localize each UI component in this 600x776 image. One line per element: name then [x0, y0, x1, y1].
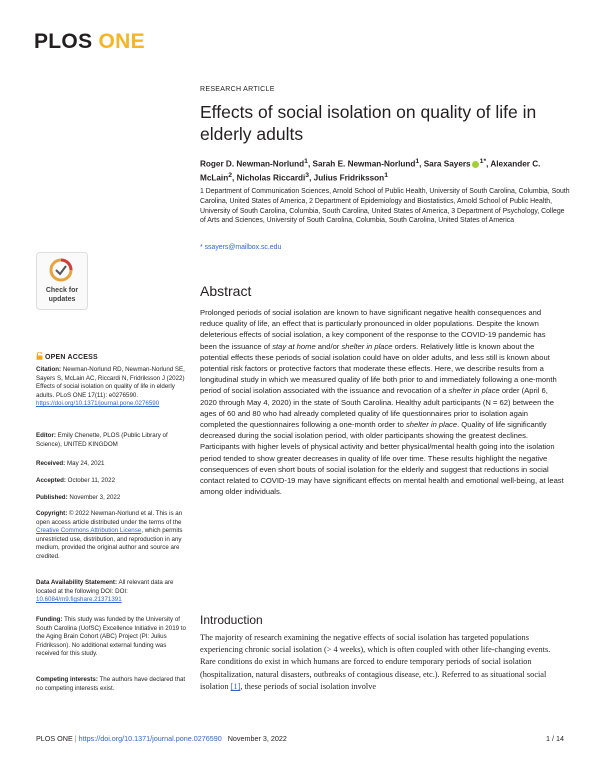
affiliation-3: 3 Department of Psychology, College of Arts and Sciences, University of South Carolina, Columbia, South Carolina, United States of America — [200, 207, 565, 225]
footer-doi-link[interactable]: https://doi.org/10.1371/journal.pone.0276590 — [78, 734, 222, 743]
article-title: Effects of social isolation on quality of life in elderly adults — [200, 102, 537, 144]
corresponding-email[interactable]: * ssayers@mailbox.sc.edu — [200, 244, 282, 251]
orcid-icon[interactable] — [472, 161, 479, 168]
copyright-block: Copyright: © 2022 Newman-Norlund et al. This is an open access article distributed under the terms of the Creative Commons Attribution License, which permits unrestricted use, distribution, and reproduction in any medium, provided the original author and source are credited. — [36, 510, 183, 560]
open-access-label: OPEN ACCESS — [36, 352, 98, 361]
editor-block: Editor: Emily Chenette, PLOS (Public Library of Science), UNITED KINGDOM — [36, 432, 168, 448]
license-link[interactable]: Creative Commons Attribution License — [36, 527, 142, 535]
introduction-text: The majority of research examining the negative effects of social isolation has targeted populations experiencing chronic social isolation (> 4 weeks), which is often coupled with other life-changing events. Rare conditions do exist in which humans are forced to endure temporary periods of social isolation (hospitalization, natural disasters, outbreaks of contagious disease, etc.). Referred to as situational social isolation [1], these periods of social isolation involve — [200, 633, 551, 691]
data-doi-link[interactable]: 10.6084/m9.figshare.21371391 — [36, 596, 122, 604]
check-for-updates-badge[interactable]: Check for updates — [36, 252, 88, 310]
reference-link[interactable]: [1] — [230, 681, 241, 691]
abstract-heading: Abstract — [200, 283, 252, 299]
abstract-text: Prolonged periods of social isolation are known to have significant negative health consequences and reduce quality of life, an effect that is particularly pronounced in older populations. Despite the known deleterious effects of social isolation, a key component of the response to the COVID-19 pandemic has been the issuance of stay at home and/or shelter in place orders. Relatively little is known about the potential effects these periods of social isolation could have on older adults, and less still is known about potential risk factors or protective factors that moderate these effects. Here, we describe results from a longitudinal study in which we measured quality of life both prior to and immediately following a one-month period of social isolation associated with the issuance and revocation of a shelter in place order (April 6, 2020 through May 4, 2020) in the state of South Carolina. Healthy adult participants (N = 62) between the ages of 60 and 80 who had already completed quality of life questionnaires prior to isolation again completed the questionnaires following a one-month order to shelter in place. Quality of life significantly decreased during the social isolation period, with older participants showing the greatest declines. Participants with higher levels of physical activity and better physical/mental health going into the isolation period tended to show greater decreases in quality of life over time. These results highlight the negative consequences of even short bouts of social isolation for the elderly and suggest that reductions in social contact related to COVID-19 may have significant effects on mental health and emotional well-being, at least among older individuals. — [200, 308, 564, 497]
introduction-heading: Introduction — [200, 613, 263, 627]
journal-logo: PLOS ONE — [34, 30, 145, 53]
affiliation-2: 2 Department of Epidemiology and Biostatistics, Arnold School of Public Health, University of South Carolina, Columbia, South Carolina, United States of America, — [200, 197, 553, 215]
affiliations — [200, 187, 570, 226]
check-updates-icon — [49, 258, 73, 282]
citation-doi-link[interactable]: https://doi.org/10.1371/journal.pone.0276590 — [36, 400, 160, 408]
author-list: Roger D. Newman-Norlund$^1$, Sarah E. Newman-Norlund$^1$, Sara Sayers $^{1*}$, Alexander C. McLain$^2$, Nicholas Riccardi$^3$, Julius Fridriksson$^1$ — [200, 158, 541, 183]
accepted-date: Accepted: October 11, 2022 — [36, 477, 116, 484]
competing-interests-block: Competing interests: The authors have declared that no competing interests exist. — [36, 676, 186, 692]
funding-block: Funding: This study was funded by the University of South Carolina (UofSC) Excellence Initiative in 2019 to the Aging Brain Cohort (ABC) Project (PI: Julius Fridriksson). No additional external funding was received for this study. — [36, 616, 186, 658]
page-number: 1 / 14 — [546, 734, 564, 743]
open-lock-icon — [36, 352, 43, 360]
article-type: RESEARCH ARTICLE — [200, 86, 275, 93]
published-date: Published: November 3, 2022 — [36, 494, 121, 501]
data-availability-block: Data Availability Statement: All relevant data are located at the following DOI: DOI: 10.6084/m9.figshare.21371391 — [36, 579, 174, 604]
received-date: Received: May 24, 2021 — [36, 460, 105, 467]
page-footer: PLOS ONE | https://doi.org/10.1371/journal.pone.0276590 November 3, 2022 1 / 14 — [36, 734, 564, 743]
citation-block: Citation: Newman-Norlund RD, Newman-Norlund SE, Sayers S, McLain AC, Riccardi N, Fridriksson J (2022) Effects of social isolation on quality of life in elderly adults. PLoS ONE 17(11): e0276590. https://doi.org/10.1371/journal.pone.0276590 — [36, 366, 185, 408]
affiliation-1: 1 Department of Communication Sciences, Arnold School of Public Health, University of South Carolina, Columbia, South Carolina, United States of America, — [200, 188, 570, 205]
